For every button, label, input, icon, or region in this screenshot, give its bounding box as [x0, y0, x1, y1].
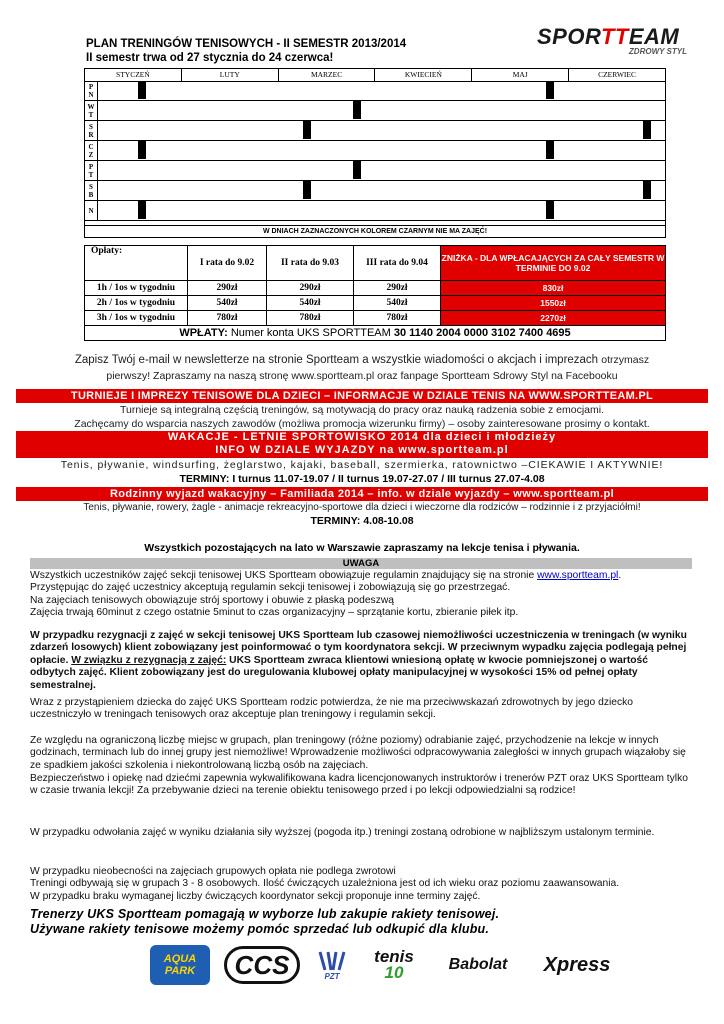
closed-day-cell	[643, 121, 651, 139]
fee-option: 1h / 1os w tygodniu	[85, 281, 188, 296]
month-header: LUTY	[182, 69, 279, 81]
payments-label: WPŁATY:	[179, 327, 228, 339]
weekday-label: S B	[85, 181, 98, 200]
resignation-paragraph	[30, 630, 694, 692]
holidays-banner	[16, 431, 708, 458]
closed-day-cell	[138, 141, 146, 159]
resignation-underlined: W związku z rezygnacją z zajęć:	[71, 654, 227, 666]
plan-title: PLAN TRENINGÓW TENISOWYCH - II SEMESTR 2013/2014	[86, 38, 407, 50]
calendar-week-row	[85, 161, 665, 181]
tournaments-line: Turnieje są integralną częścią treningów, są motywacją do pracy oraz nauką radzenia sobie z emocjami.	[119, 404, 605, 416]
closed-day-cell	[353, 161, 361, 179]
sportteam-link[interactable]: www.sportteam.pl	[537, 570, 619, 581]
rules-paragraph: Wszystkich uczestników zajęć sekcji tenisowej UKS Sportteam obowiązuje regulamin znajdujący się na stronie www.sportteam.pl. Przystępując do zajęć uczestnicy akceptują regulamin sekcji tenisowej i zobowiązują się go przestrzegać. Na zajęciach tenisowych obowiązuje strój sportowy i obuwie z płaską podeszwą Zajęcia trwają 60minut z czego ostatnie 5minut to czas organizacyjny – sprzątanie kortu, zbieranie piłek itp.	[30, 570, 622, 619]
calendar-week-row	[85, 101, 665, 121]
parent-consent-paragraph: Wraz z przystąpieniem dziecka do zajęć UKS Sportteam rodzic potwierdza, że nie ma przeciwwskazań zdrowotnych by jego dziecko uczestniczyło w treningach tenisowych oraz akceptuje plan treningowy i regulamin sekcji.	[30, 697, 634, 721]
calendar-rows	[85, 81, 665, 221]
installment-3-header: III rata do 9.04	[354, 246, 441, 281]
newsletter-line: Zapisz Twój e-mail w newsletterze na stronie Sportteam a wszystkie wiadomości o akcjach i imprezach	[74, 354, 599, 366]
month-header: MARZEC	[279, 69, 376, 81]
newsletter-line: pierwszy! Zapraszamy na naszą stronę www.sportteam.pl oraz fanpage Sportteam Sdrowy Styl na Facebooku	[106, 370, 618, 382]
force-majeure-paragraph: W przypadku odwołania zajęć w wyniku działania siły wyższej (pogoda itp.) treningi zostaną odrobione w najbliższym ustalonym terminie.	[30, 827, 655, 838]
sportteam-logo: SPORTTEAM ZDROWY STYL	[537, 24, 687, 56]
calendar-week-row	[85, 181, 665, 201]
table-row	[85, 311, 666, 326]
discount-price: 830zł	[441, 281, 666, 296]
closed-day-cell	[353, 101, 361, 119]
resignation-text: UKS Sportteam zwraca klientowi wniesioną opłatę w kwocie pomniejszonej o wartość odbytych zajęć. Klient zobowiązany jest do uregulowania klubowej opłaty manipulacyjnej w wysokości 15% od pełnej opłaty semestralnej.	[30, 654, 649, 691]
weekday-label: S R	[85, 121, 98, 140]
price-cell: 540zł	[267, 296, 354, 311]
table-row	[85, 281, 666, 296]
price-cell: 780zł	[267, 311, 354, 326]
calendar-week-row	[85, 141, 665, 161]
closed-day-cell	[303, 121, 311, 139]
newsletter-line: otrzymasz	[601, 354, 650, 366]
price-cell: 540zł	[188, 296, 267, 311]
safety-paragraph: Bezpieczeństwo i opiekę nad dziećmi zapewnia wykwalifikowana kadra licencjonowanych instruktorów i trenerów PZT oraz UKS Sportteam tylko w czasie trwania lekcji! Za przebywanie dzieci na terenie obiektu tenisowego przed i po lekcji odpowiedzialni są rodzice!	[30, 773, 688, 797]
table-row	[85, 296, 666, 311]
rules-line: Wszystkich uczestników zajęć sekcji tenisowej UKS Sportteam obowiązuje regulamin znajdujący się na stronie	[30, 570, 535, 581]
holidays-activities: Tenis, pływanie, windsurfing, żeglarstwo, kajaki, baseball, szermierka, ratownictwo –CIEKAWIE I AKTYWNIE!	[60, 459, 664, 471]
weekday-label: P N	[85, 81, 98, 100]
discount-price: 2270zł	[441, 311, 666, 326]
pzt-logo: PZT	[314, 945, 350, 985]
holidays-terms: TERMINY: I turnus 11.07-19.07 / II turnus 19.07-27.07 / III turnus 27.07-4.08	[179, 473, 545, 485]
groups-line: W przypadku nieobecności na zajęciach grupowych opłata nie podlega zwrotowi	[30, 866, 396, 877]
installment-2-header: II rata do 9.03	[267, 246, 354, 281]
fee-option: 2h / 1os w tygodniu	[85, 296, 188, 311]
calendar-week-row	[85, 121, 665, 141]
sponsor-logos	[150, 940, 710, 990]
plan-subtitle: II semestr trwa od 27 stycznia do 24 czerwca!	[86, 52, 334, 64]
closed-day-cell	[546, 81, 554, 99]
tenis-xpress-logo: Xpress	[543, 953, 611, 976]
calendar-week-row	[85, 201, 665, 221]
installment-1-header: I rata do 9.02	[188, 246, 267, 281]
newsletter-info	[0, 352, 724, 384]
logo-tagline: ZDROWY STYL	[628, 47, 687, 56]
ccs-logo: CCS	[224, 946, 300, 984]
price-cell: 290zł	[267, 281, 354, 296]
groups-line: Treningi odbywają się w grupach 3 - 8 osobowych. Ilość ćwiczących uzależniona jest od ich wieku oraz poziomu zaawansowania.	[30, 878, 620, 890]
bank-account-row	[85, 326, 666, 341]
fee-option: 3h / 1os w tygodniu	[85, 311, 188, 326]
payment-table	[84, 245, 666, 341]
rackets-info	[30, 907, 499, 937]
weekday-label: N	[85, 201, 98, 220]
holidays-banner-line: INFO W DZIALE WYJAZDY na www.sportteam.pl	[215, 444, 509, 456]
babolat-logo: Babolat	[448, 956, 508, 973]
uwaga-heading: UWAGA	[30, 558, 692, 569]
closed-day-cell	[138, 81, 146, 99]
family-activities: Tenis, pływanie, rowery, żagle - animacje rekreacyjno-sportowe dla dzieci i wieczorne dla rodziców – rodzinnie i z przyjaciółmi!	[83, 502, 641, 513]
tournaments-line: Zachęcamy do wsparcia naszych zawodów (możliwa promocja wizerunku firmy) – osoby zainteresowane prosimy o kontakt.	[74, 418, 650, 430]
discount-header: ZNIŻKA - DLA WPŁACAJĄCYCH ZA CAŁY SEMESTR W TERMINIE DO 9.02	[441, 246, 666, 281]
price-cell: 780zł	[354, 311, 441, 326]
rules-line: Zajęcia trwają 60minut z czego ostatnie 5minut to czas organizacyjny – sprzątanie kortu, zbieranie piłek itp.	[30, 607, 519, 619]
family-banner: Rodzinny wyjazd wakacyjny – Familiada 2014 – info. w dziale wyjazdy – www.sportteam.pl	[16, 487, 708, 501]
training-calendar	[84, 68, 666, 238]
closed-day-cell	[303, 181, 311, 199]
weekday-label: C Z	[85, 141, 98, 160]
makeup-paragraph: Ze względu na ograniczoną liczbę miejsc w grupach, plan treningowy (różne poziomy) odrabianie zajęć, przychodzenie na lekcje w innych godzinach, terminach lub do innej grupy jest niemożliwe! Wprowadzenie możliwości odpracowywania zaległości w innych grupach wiązałoby się ze spadkiem jakości szkolenia i niekontrolowaną liczbą osób na zajęciach.	[30, 735, 686, 771]
closed-day-cell	[643, 181, 651, 199]
fees-label: Opłaty:	[85, 246, 188, 281]
summer-invite: Wszystkich pozostających na lato w Warszawie zapraszamy na lekcje tenisa i pływania.	[144, 542, 580, 554]
closed-day-cell	[546, 141, 554, 159]
tournaments-text	[0, 403, 724, 431]
account-number: 30 1140 2004 0000 3102 7400 4695	[393, 327, 571, 339]
month-header: KWIECIEŃ	[375, 69, 472, 81]
family-terms: TERMINY: 4.08-10.08	[310, 515, 414, 527]
tenis10-logo: tenis 10	[374, 947, 414, 982]
closed-day-cell	[138, 201, 146, 219]
weekday-label: W T	[85, 101, 98, 120]
account-owner: Numer konta UKS SPORTTEAM	[230, 327, 391, 339]
month-header: MAJ	[472, 69, 569, 81]
price-cell: 290zł	[188, 281, 267, 296]
weekday-label: P T	[85, 161, 98, 180]
tournaments-banner: TURNIEJE I IMPREZY TENISOWE DLA DZIECI – INFORMACJE W DZIALE TENIS NA WWW.SPORTTEAM.PL	[16, 389, 708, 403]
calendar-note: W DNIACH ZAZNACZONYCH KOLOREM CZARNYM NIE MA ZAJĘĆ!	[85, 225, 665, 237]
resignation-text: W przypadku rezygnacji z zajęć w sekcji tenisowej UKS Sportteam lub czasowej niemożliwości uczestniczenia w treningach (w wyniku zdarzeń losowych) klient zobowiązany jest poinformować o tym koordynatora sekcji. W przeciwnym wypadku zajęcia podlegają pełnej opłacie.	[30, 630, 687, 666]
month-header: STYCZEŃ	[85, 69, 182, 81]
price-cell: 540zł	[354, 296, 441, 311]
calendar-week-row	[85, 81, 665, 101]
closed-day-cell	[546, 201, 554, 219]
discount-price: 1550zł	[441, 296, 666, 311]
rules-line: Przystępując do zajęć uczestnicy akceptują regulamin sekcji tenisowej i zobowiązują się go przestrzegać.	[30, 582, 511, 594]
holidays-banner-line: WAKACJE - LETNIE SPORTOWISKO 2014 dla dzieci i młodzieży	[167, 431, 557, 443]
price-cell: 780zł	[188, 311, 267, 326]
groups-line: W przypadku braku wymaganej liczby ćwiczących koordynator sekcji proponuje inne terminy zajęć.	[30, 890, 481, 902]
price-cell: 290zł	[354, 281, 441, 296]
rackets-line: Trenerzy UKS Sportteam pomagają w wyborze lub zakupie rakiety tenisowej.	[30, 907, 500, 921]
rackets-line: Używane rakiety tenisowe możemy pomóc sprzedać lub odkupić dla klubu.	[30, 922, 490, 936]
groups-paragraph	[30, 866, 694, 903]
month-header: CZERWIEC	[598, 70, 637, 79]
aquapark-logo: AQUA PARK	[150, 945, 210, 985]
rules-line: Na zajęciach tenisowych obowiązuje strój sportowy i obuwie z płaską podeszwą	[30, 594, 395, 606]
